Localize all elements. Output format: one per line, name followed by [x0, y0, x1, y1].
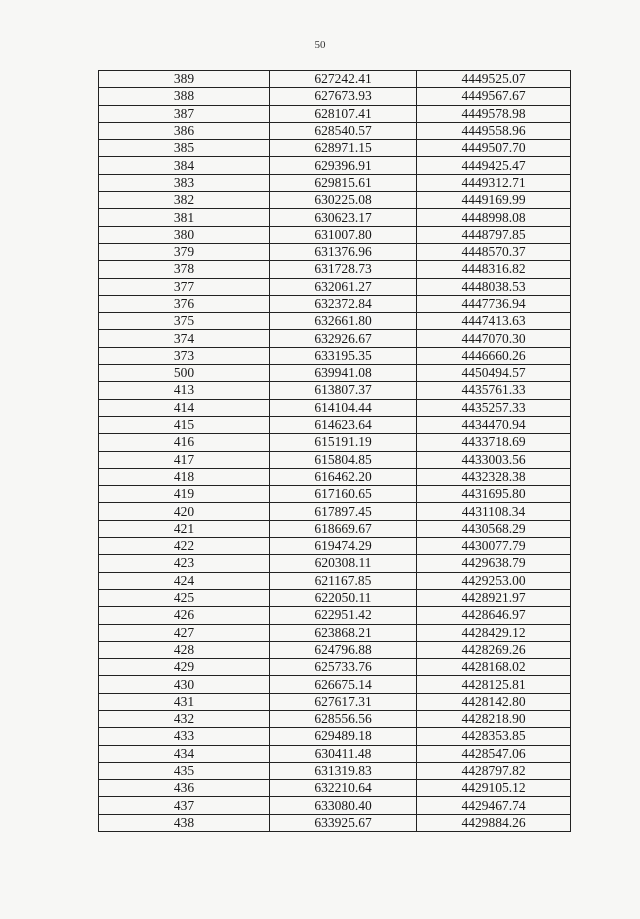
table-row — [99, 243, 571, 260]
table-row — [99, 105, 571, 122]
y-coordinate-cell: 4448797.85 — [417, 226, 571, 243]
y-coordinate-cell: 4435761.33 — [417, 382, 571, 399]
y-coordinate-cell: 4449567.67 — [417, 88, 571, 105]
y-coordinate-cell: 4430077.79 — [417, 538, 571, 555]
x-coordinate-cell: 631376.96 — [270, 243, 417, 260]
point-number-cell: 388 — [99, 88, 270, 105]
point-number-cell: 430 — [99, 676, 270, 693]
y-coordinate-cell: 4449169.99 — [417, 192, 571, 209]
table-row — [99, 226, 571, 243]
x-coordinate-cell: 619474.29 — [270, 538, 417, 555]
y-coordinate-cell: 4428547.06 — [417, 745, 571, 762]
x-coordinate-cell: 629489.18 — [270, 728, 417, 745]
table-row — [99, 347, 571, 364]
point-number-cell: 375 — [99, 313, 270, 330]
point-number-cell: 384 — [99, 157, 270, 174]
table-row — [99, 209, 571, 226]
table-row — [99, 140, 571, 157]
x-coordinate-cell: 627617.31 — [270, 693, 417, 710]
y-coordinate-cell: 4447413.63 — [417, 313, 571, 330]
x-coordinate-cell: 615191.19 — [270, 434, 417, 451]
point-number-cell: 381 — [99, 209, 270, 226]
point-number-cell: 437 — [99, 797, 270, 814]
x-coordinate-cell: 625733.76 — [270, 659, 417, 676]
x-coordinate-cell: 627242.41 — [270, 71, 417, 88]
table-body — [99, 71, 571, 832]
x-coordinate-cell: 622050.11 — [270, 589, 417, 606]
table-row — [99, 399, 571, 416]
table-row — [99, 416, 571, 433]
point-number-cell: 433 — [99, 728, 270, 745]
x-coordinate-cell: 617897.45 — [270, 503, 417, 520]
point-number-cell: 374 — [99, 330, 270, 347]
x-coordinate-cell: 630623.17 — [270, 209, 417, 226]
table-row — [99, 122, 571, 139]
table-row — [99, 728, 571, 745]
table-row — [99, 641, 571, 658]
y-coordinate-cell: 4433003.56 — [417, 451, 571, 468]
table-row — [99, 659, 571, 676]
y-coordinate-cell: 4448038.53 — [417, 278, 571, 295]
y-coordinate-cell: 4448570.37 — [417, 243, 571, 260]
point-number-cell: 432 — [99, 710, 270, 727]
table-row — [99, 589, 571, 606]
point-number-cell: 382 — [99, 192, 270, 209]
table-row — [99, 434, 571, 451]
table-row — [99, 88, 571, 105]
table-row — [99, 157, 571, 174]
y-coordinate-cell: 4430568.29 — [417, 520, 571, 537]
table-row — [99, 607, 571, 624]
table-row — [99, 538, 571, 555]
y-coordinate-cell: 4449425.47 — [417, 157, 571, 174]
y-coordinate-cell: 4428142.80 — [417, 693, 571, 710]
y-coordinate-cell: 4428921.97 — [417, 589, 571, 606]
x-coordinate-cell: 633080.40 — [270, 797, 417, 814]
x-coordinate-cell: 618669.67 — [270, 520, 417, 537]
point-number-cell: 423 — [99, 555, 270, 572]
y-coordinate-cell: 4428168.02 — [417, 659, 571, 676]
y-coordinate-cell: 4429638.79 — [417, 555, 571, 572]
table-row — [99, 797, 571, 814]
point-number-cell: 378 — [99, 261, 270, 278]
x-coordinate-cell: 620308.11 — [270, 555, 417, 572]
x-coordinate-cell: 622951.42 — [270, 607, 417, 624]
point-number-cell: 420 — [99, 503, 270, 520]
table-row — [99, 278, 571, 295]
table-row — [99, 572, 571, 589]
table-row — [99, 555, 571, 572]
y-coordinate-cell: 4429884.26 — [417, 814, 571, 831]
point-number-cell: 421 — [99, 520, 270, 537]
y-coordinate-cell: 4448998.08 — [417, 209, 571, 226]
table-row — [99, 780, 571, 797]
y-coordinate-cell: 4433718.69 — [417, 434, 571, 451]
table-row — [99, 192, 571, 209]
table-row — [99, 710, 571, 727]
x-coordinate-cell: 628556.56 — [270, 710, 417, 727]
y-coordinate-cell: 4449525.07 — [417, 71, 571, 88]
point-number-cell: 422 — [99, 538, 270, 555]
x-coordinate-cell: 628107.41 — [270, 105, 417, 122]
x-coordinate-cell: 632061.27 — [270, 278, 417, 295]
coordinate-table — [98, 70, 571, 832]
table-row — [99, 382, 571, 399]
y-coordinate-cell: 4428218.90 — [417, 710, 571, 727]
point-number-cell: 379 — [99, 243, 270, 260]
x-coordinate-cell: 616462.20 — [270, 468, 417, 485]
point-number-cell: 438 — [99, 814, 270, 831]
table-row — [99, 365, 571, 382]
y-coordinate-cell: 4429253.00 — [417, 572, 571, 589]
y-coordinate-cell: 4428269.26 — [417, 641, 571, 658]
point-number-cell: 429 — [99, 659, 270, 676]
table-row — [99, 295, 571, 312]
x-coordinate-cell: 623868.21 — [270, 624, 417, 641]
x-coordinate-cell: 627673.93 — [270, 88, 417, 105]
x-coordinate-cell: 615804.85 — [270, 451, 417, 468]
point-number-cell: 434 — [99, 745, 270, 762]
x-coordinate-cell: 632210.64 — [270, 780, 417, 797]
table-row — [99, 71, 571, 88]
y-coordinate-cell: 4448316.82 — [417, 261, 571, 278]
x-coordinate-cell: 621167.85 — [270, 572, 417, 589]
x-coordinate-cell: 614623.64 — [270, 416, 417, 433]
point-number-cell: 424 — [99, 572, 270, 589]
y-coordinate-cell: 4450494.57 — [417, 365, 571, 382]
table-row — [99, 624, 571, 641]
table-row — [99, 313, 571, 330]
y-coordinate-cell: 4449312.71 — [417, 174, 571, 191]
point-number-cell: 418 — [99, 468, 270, 485]
y-coordinate-cell: 4431108.34 — [417, 503, 571, 520]
table-row — [99, 520, 571, 537]
y-coordinate-cell: 4449558.96 — [417, 122, 571, 139]
point-number-cell: 416 — [99, 434, 270, 451]
y-coordinate-cell: 4449578.98 — [417, 105, 571, 122]
point-number-cell: 419 — [99, 486, 270, 503]
table-row — [99, 174, 571, 191]
point-number-cell: 417 — [99, 451, 270, 468]
point-number-cell: 414 — [99, 399, 270, 416]
x-coordinate-cell: 630411.48 — [270, 745, 417, 762]
table-row — [99, 261, 571, 278]
table-row — [99, 676, 571, 693]
table-row — [99, 330, 571, 347]
point-number-cell: 500 — [99, 365, 270, 382]
point-number-cell: 425 — [99, 589, 270, 606]
table-row — [99, 814, 571, 831]
point-number-cell: 385 — [99, 140, 270, 157]
point-number-cell: 380 — [99, 226, 270, 243]
y-coordinate-cell: 4428429.12 — [417, 624, 571, 641]
y-coordinate-cell: 4429467.74 — [417, 797, 571, 814]
y-coordinate-cell: 4447736.94 — [417, 295, 571, 312]
point-number-cell: 389 — [99, 71, 270, 88]
table-row — [99, 762, 571, 779]
table-row — [99, 486, 571, 503]
y-coordinate-cell: 4432328.38 — [417, 468, 571, 485]
point-number-cell: 387 — [99, 105, 270, 122]
point-number-cell: 427 — [99, 624, 270, 641]
x-coordinate-cell: 613807.37 — [270, 382, 417, 399]
y-coordinate-cell: 4428353.85 — [417, 728, 571, 745]
x-coordinate-cell: 629396.91 — [270, 157, 417, 174]
y-coordinate-cell: 4428797.82 — [417, 762, 571, 779]
point-number-cell: 435 — [99, 762, 270, 779]
point-number-cell: 376 — [99, 295, 270, 312]
y-coordinate-cell: 4431695.80 — [417, 486, 571, 503]
point-number-cell: 415 — [99, 416, 270, 433]
table-row — [99, 745, 571, 762]
point-number-cell: 383 — [99, 174, 270, 191]
x-coordinate-cell: 628540.57 — [270, 122, 417, 139]
point-number-cell: 428 — [99, 641, 270, 658]
x-coordinate-cell: 631728.73 — [270, 261, 417, 278]
x-coordinate-cell: 614104.44 — [270, 399, 417, 416]
x-coordinate-cell: 632926.67 — [270, 330, 417, 347]
x-coordinate-cell: 631319.83 — [270, 762, 417, 779]
x-coordinate-cell: 632372.84 — [270, 295, 417, 312]
y-coordinate-cell: 4449507.70 — [417, 140, 571, 157]
y-coordinate-cell: 4435257.33 — [417, 399, 571, 416]
x-coordinate-cell: 624796.88 — [270, 641, 417, 658]
point-number-cell: 373 — [99, 347, 270, 364]
x-coordinate-cell: 629815.61 — [270, 174, 417, 191]
y-coordinate-cell: 4434470.94 — [417, 416, 571, 433]
x-coordinate-cell: 630225.08 — [270, 192, 417, 209]
table-row — [99, 451, 571, 468]
x-coordinate-cell: 617160.65 — [270, 486, 417, 503]
table-row — [99, 468, 571, 485]
y-coordinate-cell: 4428125.81 — [417, 676, 571, 693]
table-row — [99, 503, 571, 520]
y-coordinate-cell: 4428646.97 — [417, 607, 571, 624]
point-number-cell: 413 — [99, 382, 270, 399]
x-coordinate-cell: 633925.67 — [270, 814, 417, 831]
x-coordinate-cell: 633195.35 — [270, 347, 417, 364]
x-coordinate-cell: 628971.15 — [270, 140, 417, 157]
point-number-cell: 426 — [99, 607, 270, 624]
table-row — [99, 693, 571, 710]
point-number-cell: 377 — [99, 278, 270, 295]
x-coordinate-cell: 632661.80 — [270, 313, 417, 330]
y-coordinate-cell: 4446660.26 — [417, 347, 571, 364]
x-coordinate-cell: 639941.08 — [270, 365, 417, 382]
y-coordinate-cell: 4429105.12 — [417, 780, 571, 797]
y-coordinate-cell: 4447070.30 — [417, 330, 571, 347]
point-number-cell: 386 — [99, 122, 270, 139]
x-coordinate-cell: 631007.80 — [270, 226, 417, 243]
point-number-cell: 431 — [99, 693, 270, 710]
page-number: 50 — [314, 39, 326, 51]
x-coordinate-cell: 626675.14 — [270, 676, 417, 693]
point-number-cell: 436 — [99, 780, 270, 797]
